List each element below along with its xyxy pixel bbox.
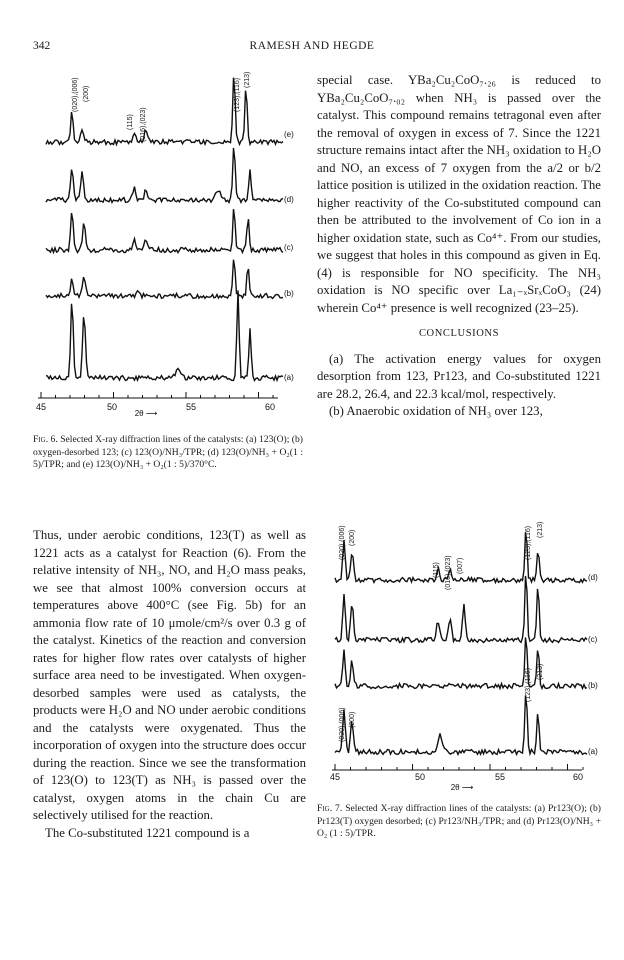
fig6-peak-label-123-116: (123),(116)	[234, 77, 241, 112]
figure-6-caption	[33, 434, 303, 472]
fig6-peak-label-115: (115)	[127, 114, 134, 130]
page-header	[33, 40, 591, 58]
conclusions-heading: CONCLUSIONS	[418, 328, 500, 339]
fig7-trace-a	[335, 695, 587, 754]
fig7-trace-label-c: (c)	[588, 635, 598, 644]
fig6-axis-label: 2θ ⟶	[134, 409, 158, 418]
figure-7-xrd-plot	[330, 508, 605, 796]
fig6-tick-60: 60	[264, 402, 276, 412]
right-column-text	[317, 72, 601, 421]
fig7-x-axis	[332, 764, 583, 770]
fig7-peak-label-200-lower: (200)	[349, 711, 356, 728]
fig7-peak-label-115: (115)	[433, 562, 440, 578]
fig6-trace-b	[46, 260, 283, 299]
fig7-tick-45: 45	[330, 772, 341, 782]
left-column-text	[33, 527, 306, 842]
fig6-caption-prefix: Fig. 6.	[33, 434, 58, 445]
fig6-peak-label-020-006: (020),(006)	[72, 77, 79, 112]
fig7-tick-50: 50	[414, 772, 426, 782]
fig6-tick-45: 45	[35, 402, 47, 412]
fig6-trace-a	[46, 290, 283, 380]
fig6-traces	[46, 78, 283, 381]
fig6-trace-label-b: (b)	[284, 289, 294, 298]
fig7-peak-label-020-006-lower: (020),(006)	[339, 707, 346, 742]
fig7-peak-label-213-lower: (213)	[537, 663, 544, 680]
figure-6-xrd-plot	[28, 60, 310, 420]
fig7-peak-label-200: (200)	[349, 529, 356, 546]
fig6-trace-d	[46, 148, 283, 202]
right-para-3: (b) Anaerobic oxidation of NH₃ over 123,	[329, 404, 543, 418]
fig7-tick-60: 60	[572, 772, 584, 782]
fig6-trace-label-d: (d)	[284, 195, 294, 204]
fig7-peak-label-123-116: (123),(116)	[525, 525, 532, 560]
fig7-trace-label-b: (b)	[588, 681, 598, 690]
fig6-tick-50: 50	[106, 402, 118, 412]
fig7-caption-text: Selected X-ray diffraction lines of the catalysts: (a) Pr123(O); (b) Pr123(T) oxygen desorbed; (c) Pr123/NH₃/TPR; and (d) Pr123(O)/NH₃ + O₂ (1 : 5)/TPR.	[317, 803, 601, 839]
fig6-peak-label-213: (213)	[244, 71, 251, 88]
fig7-trace-label-d: (d)	[588, 573, 598, 582]
running-head: RAMESH AND HEGDE	[249, 40, 375, 52]
fig6-tick-55: 55	[185, 402, 197, 412]
fig6-x-axis	[38, 392, 278, 398]
fig6-trace-label-e: (e)	[284, 130, 294, 139]
fig6-peak-label-200: (200)	[83, 85, 90, 102]
fig7-trace-b	[335, 637, 587, 688]
fig7-peak-label-016-023: (016),(023)	[445, 555, 452, 590]
fig7-trace-label-a: (a)	[588, 747, 598, 756]
fig7-axis-label: 2θ ⟶	[450, 783, 474, 792]
fig7-tick-55: 55	[494, 772, 506, 782]
fig7-peak-label-123-116-lower: (123),(116)	[525, 667, 532, 702]
fig7-caption-prefix: Fig. 7.	[317, 803, 343, 814]
left-para-1: Thus, under aerobic conditions, 123(T) as well as 1221 acts as a catalyst for Reaction (6). From the relative intensity of NH₃, NO, and H₂O mass peaks, we see that almost 100% conversion occurs at temperatures above 400°C (see Fig. 5b) for an ammonia flow rate of 10 μmole/cm²/s over 0.3 g of the catalyst. Kinetics of the reaction and conversion rates for higher flow rates over catalysts of higher surface area need to be investigated. When oxygen-desorbed samples were used as catalysts, the products were H₂O and NO under aerobic conditions and the catalysts were oxygenated. Thus the incorporation of oxygen into the structure does occur during the reaction. Since we see the transformation of 123(O) to 123(T) as NH₃ is passed over the catalyst, oxygen atoms in the chain Cu are selectively utilised for the reaction.	[33, 528, 306, 822]
fig7-peak-label-020-006: (020),(006)	[339, 525, 346, 560]
right-para-2: (a) The activation energy values for oxygen desorption from 123, Pr123, and Co-substituted 1221 are 28.2, 26.4, and 22.3 kcal/mol, respectively.	[317, 351, 601, 401]
fig6-trace-label-c: (c)	[284, 243, 294, 252]
fig6-caption-text: Selected X-ray diffraction lines of the catalysts: (a) 123(O); (b) oxygen-desorbed 123; (c) 123(O)/NH₃/TPR; (d) 123(O)/NH₃ + O₂(1 : 5)/TPR; and (e) 123(O)/NH₃ + O₂(1 : 5)/370°C.	[33, 434, 303, 470]
fig6-peak-label-016-023: (016),(023)	[140, 107, 147, 142]
fig7-peak-label-007: (007)	[457, 557, 464, 574]
left-para-2: The Co-substituted 1221 compound is a	[45, 825, 250, 840]
fig6-trace-c	[46, 209, 283, 252]
right-para-1: special case. YBa₂Cu₂CoO₇.₂₆ is reduced to YBa₂Cu₂CoO₇.₀₂ when NH₃ is passed over the catalyst. This compound remains tetragonal even after the removal of oxygen in excess of 7. Since the 1221 structure remains intact after the NH₃ oxidation to H₂O and NO, an excess of 7 oxygen from the a/2 or b/2 lattice position is utilized in the oxidation reaction. The higher reactivity of the Co-substituted compound can then be attributed to the involvement of Co ion in a higher oxidation state, such as Co⁴⁺. From our studies, we suggest that holes in this compound as given in Eq. (4) is responsible for NO specificity. The NH₃ oxidation is NO specific over La₁₋ₓSrₓCoO₃ (24) wherein Co⁴⁺ presence is well recognized (23–25).	[317, 73, 601, 315]
page-number: 342	[33, 40, 51, 52]
fig6-trace-label-a: (a)	[284, 373, 294, 382]
fig7-peak-label-213: (213)	[537, 521, 544, 538]
fig7-trace-c	[335, 576, 587, 643]
figure-7-caption	[317, 803, 601, 841]
